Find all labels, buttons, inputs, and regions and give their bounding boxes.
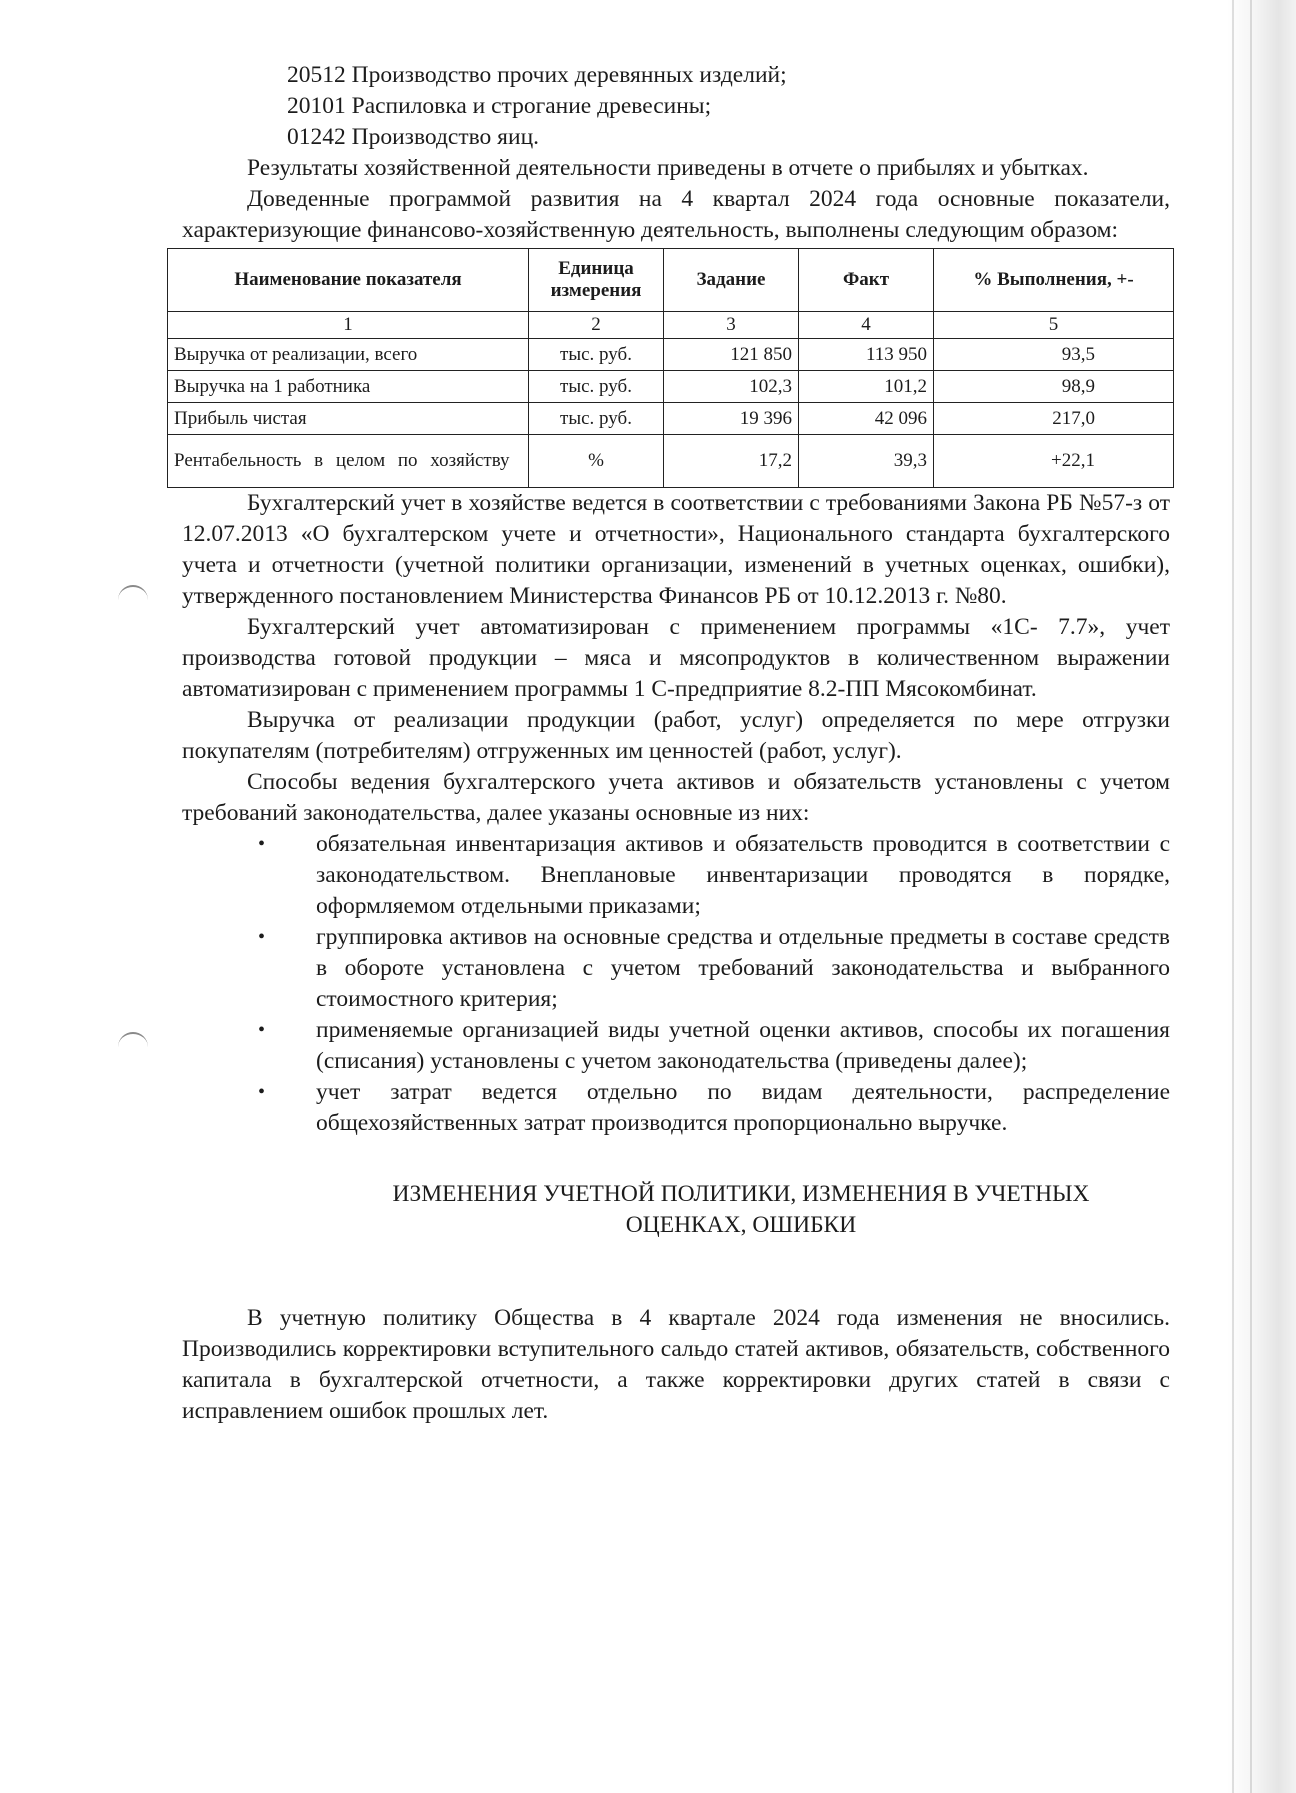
column-index: 4 xyxy=(799,312,934,339)
indicator-name: Выручка от реализации, всего xyxy=(168,339,529,371)
revenue-paragraph: Выручка от реализации продукции (работ, услуг) определяется по мере отгрузки покупателям (потребителям) отгруженных им ценностей (работ, услуг). xyxy=(182,707,1170,764)
list-item-text: обязательная инвентаризация активов и обязательств проводится в соответствии с законодательством. Внеплановые инвентаризации проводятся в порядке, оформляемом отдельными приказами; xyxy=(316,831,1170,919)
punch-hole-mark xyxy=(118,585,148,609)
document-body xyxy=(174,60,1170,1427)
table-row xyxy=(168,339,1174,371)
indicator-percent: 98,9 xyxy=(934,371,1174,403)
activity-code-line: 20512 Производство прочих деревянных изделий; xyxy=(287,62,787,88)
table-header-row xyxy=(168,249,1174,312)
indicator-fact: 42 096 xyxy=(799,403,934,435)
bullet-icon: • xyxy=(258,833,266,855)
indicator-percent: 93,5 xyxy=(934,339,1174,371)
scan-edge-line xyxy=(1232,0,1234,1793)
scan-edge-shadow xyxy=(1226,0,1296,1793)
indicator-fact: 101,2 xyxy=(799,371,934,403)
indicator-plan: 19 396 xyxy=(664,403,799,435)
column-header-name: Наименование показателя xyxy=(168,249,529,312)
table-row xyxy=(168,371,1174,403)
indicator-name: Прибыль чистая xyxy=(168,403,529,435)
indicator-unit: тыс. руб. xyxy=(529,403,664,435)
indicator-fact: 39,3 xyxy=(799,435,934,488)
indicators-table xyxy=(167,248,1174,488)
methods-list xyxy=(182,829,1170,1139)
list-item-text: учет затрат ведется отдельно по видам деятельности, распределение общехозяйственных затрат производится пропорционально выручке. xyxy=(316,1079,1170,1136)
table-row xyxy=(168,403,1174,435)
column-index: 3 xyxy=(664,312,799,339)
column-index-row xyxy=(168,312,1174,339)
program-paragraph: Доведенные программой развития на 4 квартал 2024 года основные показатели, характеризующие финансово-хозяйственную деятельность, выполнены следующим образом: xyxy=(182,186,1170,243)
methods-paragraph: Способы ведения бухгалтерского учета активов и обязательств установлены с учетом требований законодательства, далее указаны основные из них: xyxy=(182,769,1170,826)
column-header-fact: Факт xyxy=(799,249,934,312)
column-header-unit: Единица измерения xyxy=(529,249,664,312)
section-title xyxy=(312,1179,1170,1241)
list-item xyxy=(182,829,1170,922)
punch-hole-mark xyxy=(118,1032,148,1056)
indicator-name: Выручка на 1 работника xyxy=(168,371,529,403)
automation-paragraph: Бухгалтерский учет автоматизирован с применением программы «1С- 7.7», учет производства готовой продукции – мяса и мясопродуктов в количественном выражении автоматизирован с применением программы 1 С-предприятие 8.2-ПП Мясокомбинат. xyxy=(182,614,1170,702)
indicator-name: Рентабельность в целом по хозяйству xyxy=(168,435,529,488)
indicator-unit: тыс. руб. xyxy=(529,339,664,371)
results-paragraph: Результаты хозяйственной деятельности приведены в отчете о прибылях и убытках. xyxy=(247,155,1089,181)
policy-paragraph: В учетную политику Общества в 4 квартале 2024 года изменения не вносились. Производились корректировки вступительного сальдо статей активов, обязательств, собственного капитала в бухгалтерской отчетности, а также корректировки других статей в связи с исправлением ошибок прошлых лет. xyxy=(182,1305,1170,1424)
list-item xyxy=(182,922,1170,1015)
indicator-fact: 113 950 xyxy=(799,339,934,371)
section-title-line: ОЦЕНКАХ, ОШИБКИ xyxy=(625,1212,857,1238)
list-item xyxy=(182,1015,1170,1077)
indicator-percent: 217,0 xyxy=(934,403,1174,435)
column-header-plan: Задание xyxy=(664,249,799,312)
list-item-text: группировка активов на основные средства и отдельные предметы в составе средств в обороте установлена с учетом требований законодательства и выбранного стоимостного критерия; xyxy=(316,924,1170,1012)
section-title-line: ИЗМЕНЕНИЯ УЧЕТНОЙ ПОЛИТИКИ, ИЗМЕНЕНИЯ В УЧЕТНЫХ xyxy=(392,1181,1090,1207)
table-row xyxy=(168,435,1174,488)
column-index: 2 xyxy=(529,312,664,339)
column-index: 5 xyxy=(934,312,1174,339)
column-header-percent: % Выполнения, +- xyxy=(934,249,1174,312)
bullet-icon: • xyxy=(258,1081,266,1103)
bullet-icon: • xyxy=(258,1019,266,1041)
indicator-percent: +22,1 xyxy=(934,435,1174,488)
indicator-plan: 17,2 xyxy=(664,435,799,488)
accounting-paragraph: Бухгалтерский учет в хозяйстве ведется в соответствии с требованиями Закона РБ №57-з от 12.07.2013 «О бухгалтерском учете и отчетности», Национального стандарта бухгалтерского учета и отчетности (учетной политики организации, изменений в учетных оценках, ошибки), утвержденного постановлением Министерства Финансов РБ от 10.12.2013 г. №80. xyxy=(182,490,1170,609)
column-index: 1 xyxy=(168,312,529,339)
bullet-icon: • xyxy=(258,926,266,948)
indicator-unit: % xyxy=(529,435,664,488)
list-item-text: применяемые организацией виды учетной оценки активов, способы их погашения (списания) установлены с учетом законодательства (приведены далее); xyxy=(316,1017,1170,1074)
scan-edge-line xyxy=(1250,0,1252,1793)
activity-code-line: 01242 Производство яиц. xyxy=(287,124,540,150)
indicator-plan: 121 850 xyxy=(664,339,799,371)
list-item xyxy=(182,1077,1170,1139)
indicator-unit: тыс. руб. xyxy=(529,371,664,403)
indicator-plan: 102,3 xyxy=(664,371,799,403)
activity-code-line: 20101 Распиловка и строгание древесины; xyxy=(287,93,712,119)
